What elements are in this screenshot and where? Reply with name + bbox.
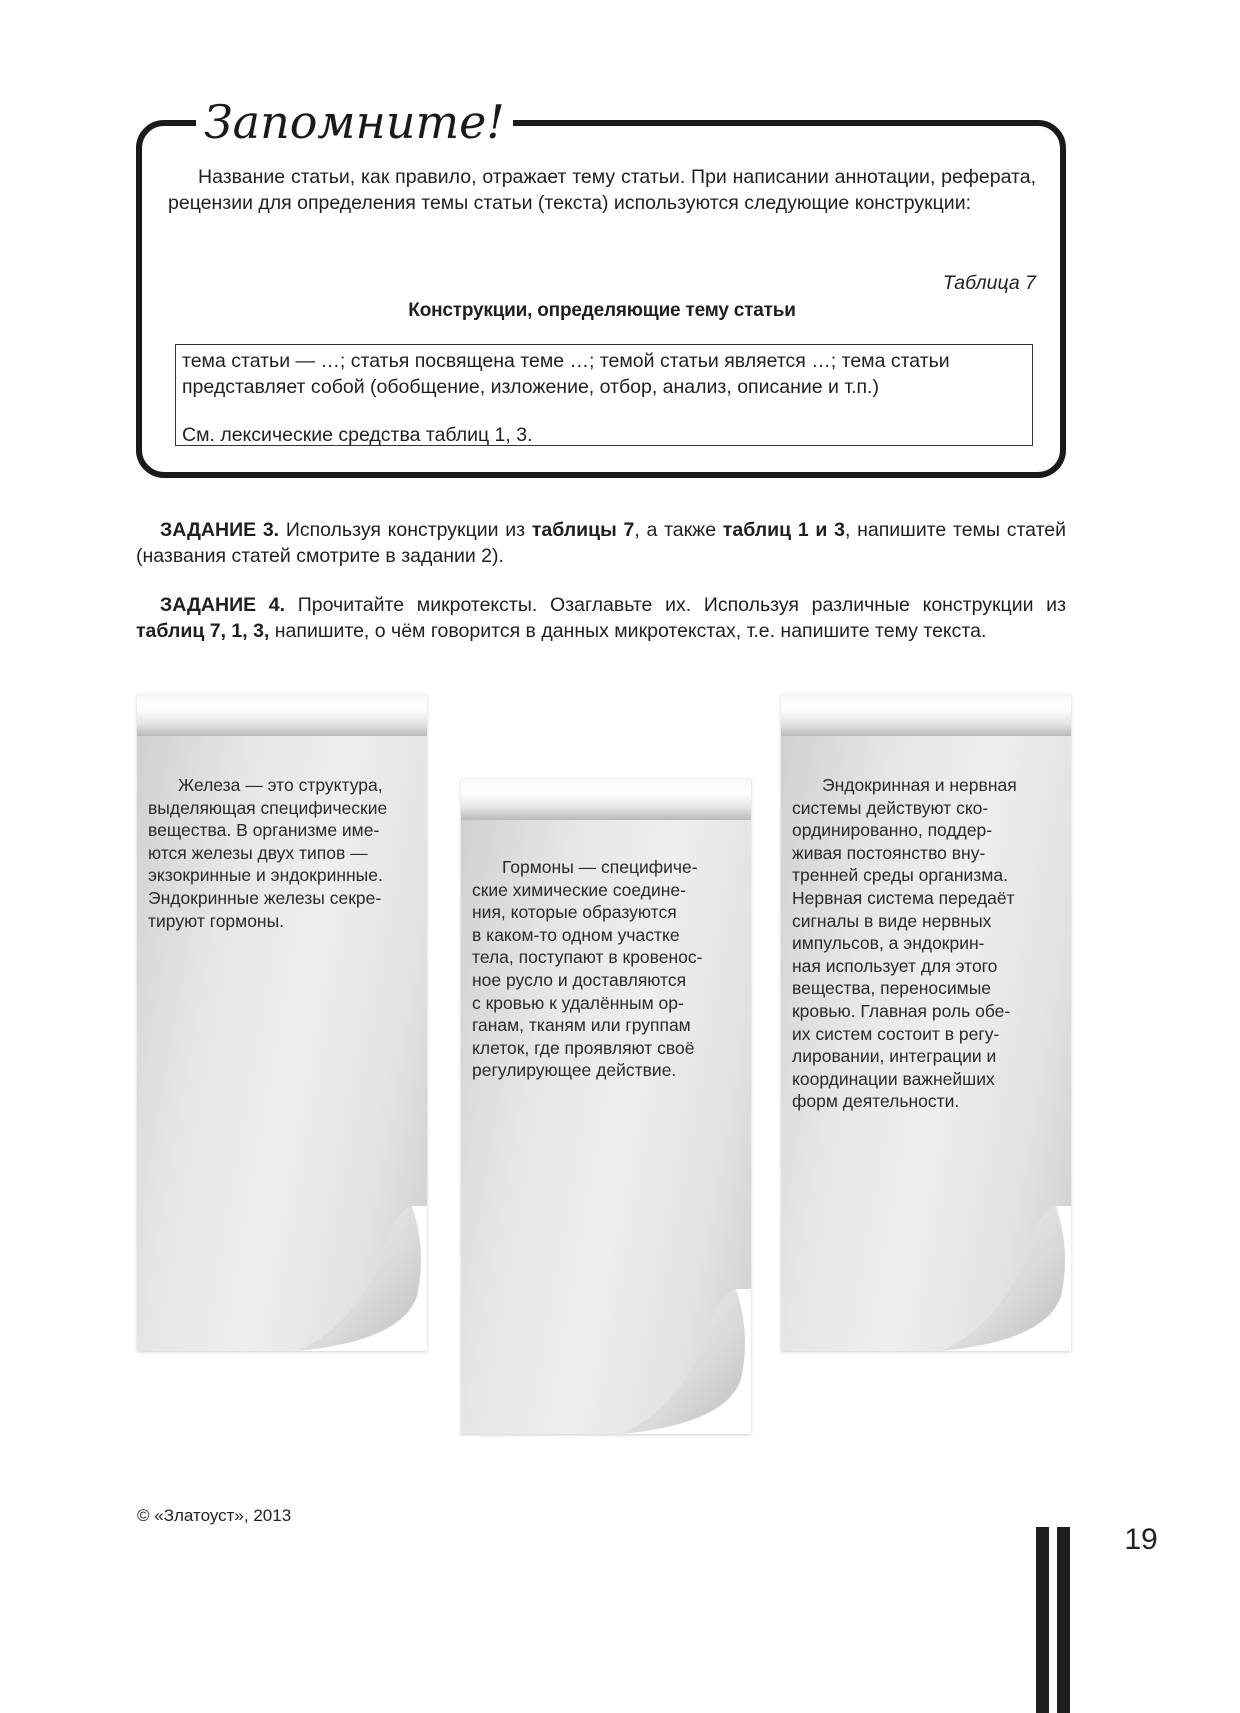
note-systems: [781, 694, 1071, 1351]
note-line: клеток, где проявляют своё: [472, 1037, 695, 1058]
task-3-label: ЗАДАНИЕ 3.: [160, 519, 280, 541]
note-text: [148, 774, 420, 932]
task-4-text: напишите, о чём говорится в данных микротекстах, т.е. напишите тему текста.: [269, 620, 987, 642]
remember-text: Название статьи, как правило, отражает тему статьи. При написании аннотации, реферата, рецензии для определения темы статьи (текста) используются следующие конструкции:: [168, 166, 1036, 214]
note-line: координации важнейших: [792, 1068, 995, 1089]
note-roll: [137, 694, 427, 736]
note-line: ное русло и доставляются: [472, 969, 687, 990]
page-bar: [1057, 1527, 1070, 1713]
note-glands: [137, 694, 427, 1351]
task-3-text: , напишите темы статей (названия статей смотрите в задании 2).: [136, 519, 1067, 567]
note-line: сигналы в виде нервных: [792, 910, 992, 931]
note-line: форм деятельности.: [792, 1091, 960, 1112]
note-line: ские химические соедине-: [472, 879, 686, 900]
page-curl-icon: [267, 1201, 427, 1351]
note-text: [792, 774, 1064, 1113]
note-line: вещества, переносимые: [792, 978, 992, 999]
page-number: 19: [1124, 1523, 1158, 1556]
note-line: тренней среды организма.: [792, 865, 1008, 886]
note-line: экзокринные и эндокринные.: [148, 865, 383, 886]
note-line: живая постоянство вну-: [792, 842, 986, 863]
task-3: [136, 517, 1066, 569]
task-3-bold: таблицы 7: [531, 519, 635, 541]
task-4-label: ЗАДАНИЕ 4.: [160, 594, 286, 616]
note-line: Железа — это структура,: [178, 775, 383, 795]
page-curl-icon: [591, 1284, 751, 1434]
page-bar: [1036, 1527, 1049, 1713]
note-line: импульсов, а эндокрин-: [792, 933, 985, 954]
note-line: лировании, интеграции и: [792, 1046, 997, 1067]
task-3-bold: таблиц 1 и 3: [722, 519, 845, 541]
remember-title: Запомните!: [196, 92, 513, 152]
note-line: ния, которые образуются: [472, 902, 677, 923]
note-line: Эндокринная и нервная: [822, 775, 1017, 795]
note-line: ординированно, поддер-: [792, 820, 993, 841]
page-curl-icon: [911, 1201, 1071, 1351]
note-line: тируют гормоны.: [148, 910, 285, 931]
note-roll: [781, 694, 1071, 736]
constructions-table: [175, 344, 1033, 446]
task-4: [136, 592, 1066, 644]
task-3-text: , а также: [634, 519, 723, 541]
note-line: их систем состоит в регу-: [792, 1023, 1000, 1044]
note-line: выделяющая специфические: [148, 797, 388, 818]
copyright: © «Златоуст», 2013: [137, 1506, 292, 1525]
note-line: ная использует для этого: [792, 955, 998, 976]
note-line: ганам, тканям или группам: [472, 1015, 691, 1036]
task-4-bold: таблиц 7, 1, 3,: [136, 620, 270, 642]
task-4-text: Прочитайте микротексты. Озаглавьте их. Используя различные конструкции из: [285, 594, 1067, 616]
note-line: Нервная система передаёт: [792, 887, 1015, 908]
note-line: ются железы двух типов —: [148, 842, 368, 863]
note-text: [472, 856, 744, 1082]
table-row: См. лексические средства таблиц 1, 3.: [182, 424, 533, 446]
note-line: с кровью к удалённым ор-: [472, 992, 684, 1013]
table-heading: Конструкции, определяющие тему статьи: [408, 300, 796, 321]
table-caption: Таблица 7: [942, 272, 1036, 294]
note-line: системы действуют ско-: [792, 797, 989, 818]
note-line: вещества. В организме име-: [148, 820, 380, 841]
task-3-text: Используя конструкции из: [279, 519, 532, 541]
note-hormones: [461, 778, 751, 1434]
note-line: кровью. Главная роль обе-: [792, 1000, 1011, 1021]
table-row: тема статьи — …; статья посвящена теме …; темой статьи является …; тема статьи представляет собой (обобщение, изложение, отбор, анализ, описание и т.п.): [182, 350, 950, 398]
note-line: Эндокринные железы секре-: [148, 887, 382, 908]
note-roll: [461, 778, 751, 820]
note-line: регулирующее действие.: [472, 1060, 677, 1081]
note-line: Гормоны — специфиче-: [502, 857, 698, 877]
note-line: в каком-то одном участке: [472, 924, 680, 945]
note-line: тела, поступают в кровенос-: [472, 947, 703, 968]
